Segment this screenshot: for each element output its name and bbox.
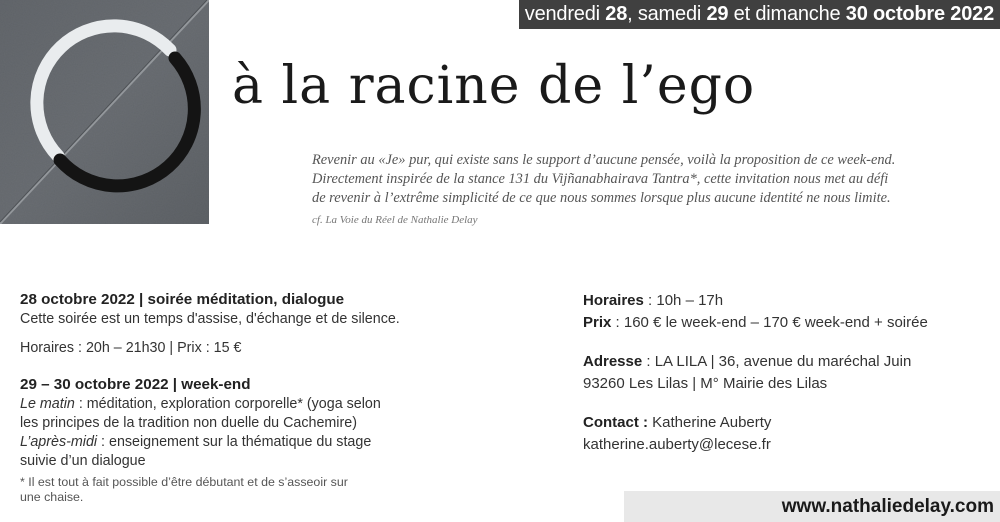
intro-quote — [312, 151, 996, 208]
practical-info-column — [583, 290, 993, 456]
contact-label: Contact : — [583, 414, 648, 431]
hours-value: : 10h – 17h — [643, 292, 724, 309]
weekend-morning-line-2: les principes de la tradition non duelle du Cachemire) — [20, 415, 357, 431]
evening-description: Cette soirée est un temps d'assise, d'échange et de silence. — [20, 311, 400, 327]
banner-text-2: , samedi — [627, 3, 707, 25]
contact-email-link[interactable]: katherine.auberty@lecese.fr — [583, 436, 771, 453]
price-row — [583, 312, 993, 334]
morning-text-1: : méditation, exploration corporelle* (yoga selon — [74, 396, 381, 412]
banner-day-2: 29 — [706, 3, 729, 25]
evening-heading: 28 octobre 2022 | soirée méditation, dialogue — [20, 291, 345, 308]
address-value-1: : LA LILA | 36, avenue du maréchal Juin — [642, 353, 912, 370]
evening-details: Horaires : 20h – 21h30 | Prix : 15 € — [20, 340, 242, 356]
weekend-morning-line-1 — [20, 395, 420, 414]
afternoon-label: L’après-midi — [20, 434, 98, 450]
weekend-afternoon-line-2: suivie d’un dialogue — [20, 453, 146, 469]
beginner-footnote — [20, 475, 420, 505]
website-url-link[interactable]: www.nathaliedelay.com — [624, 491, 1000, 522]
price-label: Prix — [583, 314, 612, 331]
quote-line-1: Revenir au «Je» pur, qui existe sans le support d’aucune pensée, voilà la proposition de ce week-end. — [312, 152, 896, 168]
afternoon-text-1: : enseignement sur la thématique du stage — [97, 434, 372, 450]
address-row — [583, 351, 993, 373]
footnote-line-2: une chaise. — [20, 490, 84, 504]
banner-text-3: et dimanche — [728, 3, 846, 25]
quote-citation: cf. La Voie du Réel de Nathalie Delay — [312, 214, 478, 226]
hours-label: Horaires — [583, 292, 644, 309]
contact-name: Katherine Auberty — [648, 414, 772, 431]
event-dates-banner — [519, 0, 1000, 29]
ensō-artwork-image — [0, 0, 209, 224]
footnote-line-1: * Il est tout à fait possible d’être débutant et de s’asseoir sur — [20, 475, 348, 489]
banner-text-1: vendredi — [524, 3, 606, 25]
contact-row — [583, 412, 993, 434]
hours-row — [583, 290, 993, 312]
quote-line-3: de revenir à l’extrême simplicité de ce que nous sommes lorsque plus aucune identité ne nous limite. — [312, 190, 891, 206]
page-title: à la racine de l’ego — [232, 56, 756, 116]
price-value: : 160 € le week-end – 170 € week-end + soirée — [611, 314, 928, 331]
weekend-afternoon-line-1 — [20, 433, 420, 452]
quote-line-2: Directement inspirée de la stance 131 du Vijñanabhairava Tantra*, cette invitation nous met au défi — [312, 171, 889, 187]
banner-day-1: 28 — [605, 3, 628, 25]
address-label: Adresse — [583, 353, 643, 370]
morning-label: Le matin — [20, 396, 75, 412]
program-column — [20, 290, 420, 505]
banner-day-3: 30 octobre 2022 — [845, 3, 994, 25]
weekend-heading: 29 – 30 octobre 2022 | week-end — [20, 376, 251, 393]
address-row-2: 93260 Les Lilas | M° Mairie des Lilas — [583, 375, 828, 392]
